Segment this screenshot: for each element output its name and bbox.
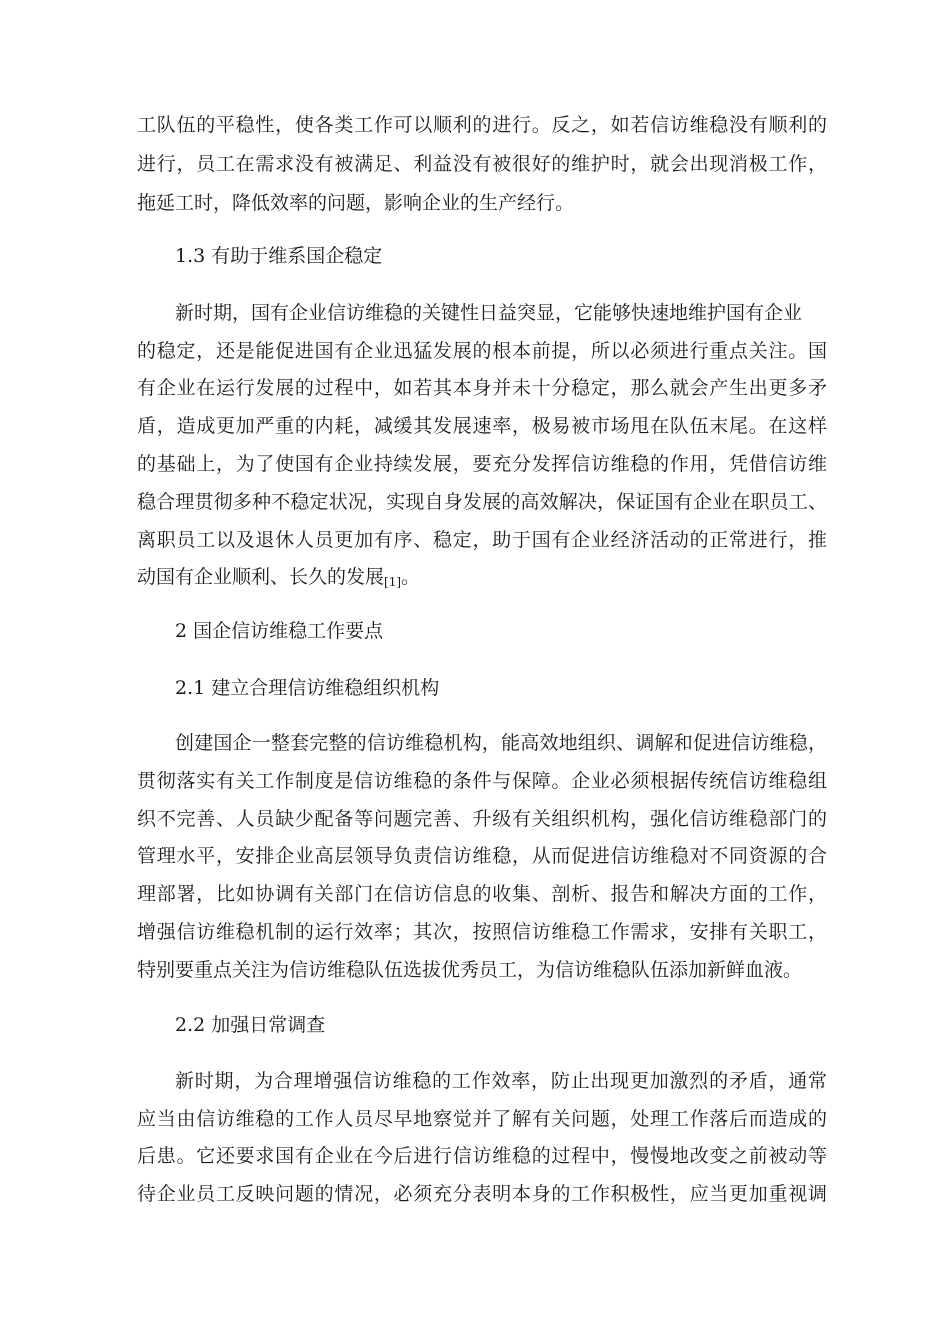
section-heading-2-1: 2.1 建立合理信访维稳组织机构: [175, 677, 440, 699]
s21-line-1: 创建国企一整套完整的信访维稳机构，能高效地组织、调解和促进信访维稳，: [175, 732, 827, 754]
s13-line-8-end: 。: [401, 566, 421, 588]
s13-line-3: 有企业在运行发展的过程中，如若其本身并未十分稳定，那么就会产生出更多矛: [137, 377, 827, 399]
s21-line-6: 增强信访维稳机制的运行效率；其次，按照信访维稳工作需求，安排有关职工，: [137, 921, 827, 943]
s21-line-4: 管理水平，安排企业高层领导负责信访维稳，从而促进信访维稳对不同资源的合: [137, 845, 827, 867]
s13-line-2: 的稳定，还是能促进国有企业迅猛发展的根本前提，所以必须进行重点关注。国: [137, 340, 827, 362]
s22-line-2: 应当由信访维稳的工作人员尽早地察觉并了解有关问题，处理工作落后而造成的: [137, 1108, 827, 1130]
s21-line-2: 贯彻落实有关工作制度是信访维稳的条件与保障。企业必须根据传统信访维稳组: [137, 770, 827, 792]
section-heading-2: 2 国企信访维稳工作要点: [175, 620, 384, 642]
s21-line-5: 理部署，比如协调有关部门在信访信息的收集、剖析、报告和解决方面的工作，: [137, 883, 827, 905]
s13-line-8: [137, 566, 420, 588]
s22-line-1: 新时期，为合理增强信访维稳的工作效率，防止出现更加激烈的矛盾，通常: [175, 1070, 827, 1092]
intro-line-3: 拖延工时，降低效率的问题，影响企业的生产经行。: [137, 192, 575, 214]
section-heading-2-2: 2.2 加强日常调查: [175, 1014, 326, 1036]
intro-line-1: 工队伍的平稳性，使各类工作可以顺利的进行。反之，如若信访维稳没有顺利的: [137, 114, 827, 136]
s13-line-1: 新时期，国有企业信访维稳的关键性日益突显，它能够快速地维护国有企业: [175, 302, 803, 324]
intro-line-2: 进行，员工在需求没有被满足、利益没有被很好的维护时，就会出现消极工作，: [137, 153, 827, 175]
s21-line-3: 织不完善、人员缺少配备等问题完善、升级有关组织机构，强化信访维稳部门的: [137, 808, 827, 830]
s13-line-8-text: 动国有企业顺利、长久的发展: [137, 566, 385, 588]
s13-line-7: 离职员工以及退休人员更加有序、稳定，助于国有企业经济活动的正常进行，推: [137, 529, 827, 551]
s13-line-4: 盾，造成更加严重的内耗，减缓其发展速率，极易被市场甩在队伍末尾。在这样: [137, 415, 827, 437]
citation-ref: [1]: [384, 575, 402, 589]
s22-line-3: 后患。它还要求国有企业在今后进行信访维稳的过程中，慢慢地改变之前被动等: [137, 1145, 827, 1167]
s13-line-6: 稳合理贯彻多种不稳定状况，实现自身发展的高效解决，保证国有企业在职员工、: [137, 491, 827, 513]
section-heading-1-3: 1.3 有助于维系国企稳定: [175, 245, 383, 267]
s22-line-4: 待企业员工反映问题的情况，必须充分表明本身的工作积极性，应当更加重视调: [137, 1183, 827, 1205]
s13-line-5: 的基础上，为了使国有企业持续发展，要充分发挥信访维稳的作用，凭借信访维: [137, 453, 827, 475]
s21-line-7: 特别要重点关注为信访维稳队伍选拔优秀员工，为信访维稳队伍添加新鲜血液。: [137, 959, 803, 981]
